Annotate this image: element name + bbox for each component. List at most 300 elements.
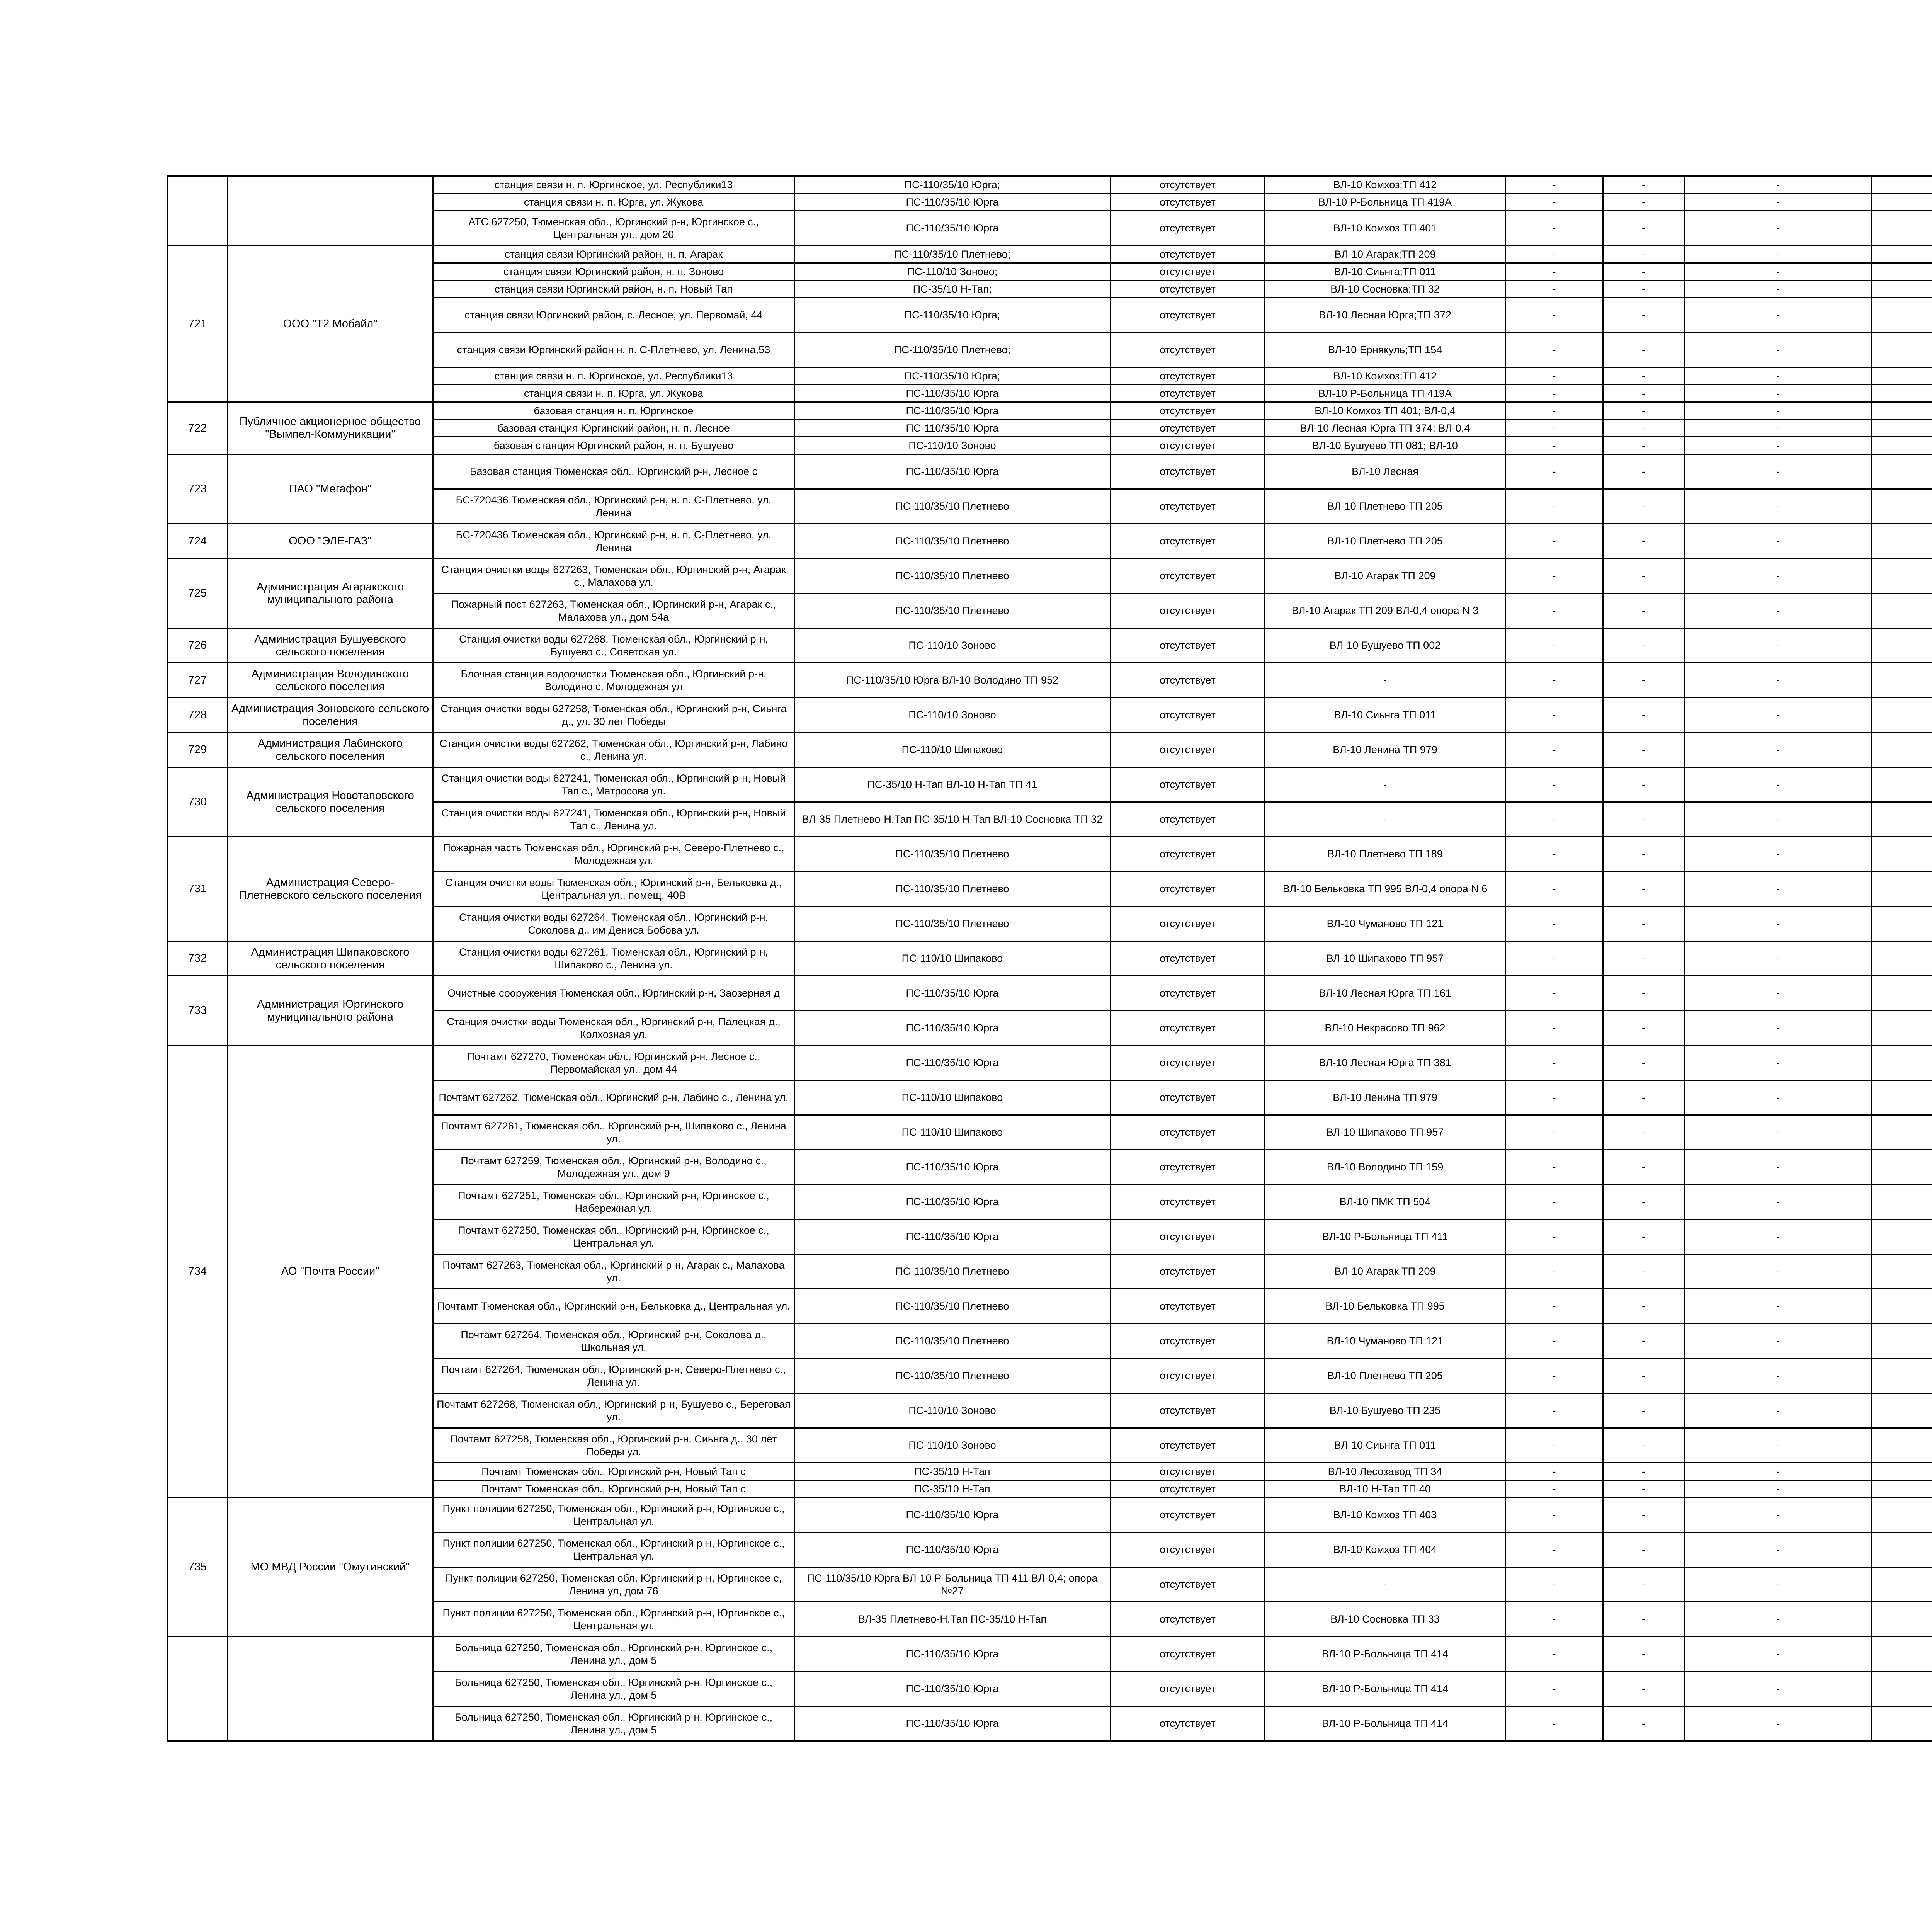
dash-cell: - (1684, 1706, 1872, 1741)
dash-cell: - (1603, 1498, 1684, 1533)
dash-cell: - (1505, 211, 1603, 246)
reserve-status-cell: отсутствует (1111, 907, 1265, 941)
dash-cell (1872, 1011, 1932, 1046)
dash-cell (1872, 872, 1932, 907)
dash-cell: - (1505, 767, 1603, 802)
table-row (168, 176, 1932, 194)
dash-cell: - (1505, 524, 1603, 559)
table-row (168, 698, 1932, 733)
dash-cell: - (1684, 1011, 1872, 1046)
facility-address-cell: Пункт полиции 627250, Тюменская обл., Юргинский р-н, Юргинское с., Центральная ул. (433, 1533, 794, 1567)
dash-cell: - (1684, 1480, 1872, 1498)
power-line-cell: ВЛ-10 Р-Больница ТП 419А (1265, 385, 1505, 402)
dash-cell: - (1684, 420, 1872, 437)
table-row (168, 524, 1932, 559)
dash-cell: - (1684, 733, 1872, 767)
facility-address-cell: Почтамт 627261, Тюменская обл., Юргинский р-н, Шипаково с., Ленина ул. (433, 1115, 794, 1150)
reserve-status-cell: отсутствует (1111, 298, 1265, 333)
dash-cell: - (1684, 367, 1872, 385)
power-line-cell: ВЛ-10 Шипаково ТП 957 (1265, 941, 1505, 976)
dash-cell: - (1684, 1150, 1872, 1185)
reserve-status-cell: отсутствует (1111, 211, 1265, 246)
dash-cell: - (1505, 1672, 1603, 1706)
row-number-cell (168, 1637, 228, 1741)
row-number-cell: 721 (168, 246, 228, 402)
substation-cell: ПС-35/10 Н-Тап ВЛ-10 Н-Тап ТП 41 (794, 767, 1111, 802)
table-row (168, 628, 1932, 663)
dash-cell: - (1684, 1602, 1872, 1637)
dash-cell: - (1684, 454, 1872, 489)
dash-cell: - (1505, 594, 1603, 628)
dash-cell: - (1603, 454, 1684, 489)
dash-cell (1872, 1150, 1932, 1185)
table-row (168, 1046, 1932, 1080)
organization-cell: Администрация Юргинского муниципального района (228, 976, 433, 1046)
substation-cell: ПС-110/10 Зоново (794, 1428, 1111, 1463)
power-line-cell: - (1265, 802, 1505, 837)
power-line-cell: ВЛ-10 Бельковка ТП 995 (1265, 1289, 1505, 1324)
dash-cell: - (1505, 1011, 1603, 1046)
dash-cell: - (1603, 1220, 1684, 1254)
reserve-status-cell: отсутствует (1111, 628, 1265, 663)
substation-cell: ПС-110/35/10 Юрга (794, 1672, 1111, 1706)
facility-address-cell: базовая станция н. п. Юргинское (433, 402, 794, 420)
dash-cell: - (1603, 1185, 1684, 1220)
facility-address-cell: Почтамт 627263, Тюменская обл., Юргинский р-н, Агарак с., Малахова ул. (433, 1254, 794, 1289)
dash-cell (1872, 454, 1932, 489)
dash-cell: - (1505, 976, 1603, 1011)
dash-cell: - (1603, 281, 1684, 298)
dash-cell: - (1603, 437, 1684, 454)
dash-cell (1872, 1115, 1932, 1150)
row-number-cell: 724 (168, 524, 228, 559)
dash-cell: - (1505, 454, 1603, 489)
reserve-status-cell: отсутствует (1111, 1254, 1265, 1289)
row-number-cell: 723 (168, 454, 228, 524)
power-line-cell: ВЛ-10 Бельковка ТП 995 ВЛ-0,4 опора N 6 (1265, 872, 1505, 907)
reserve-status-cell: отсутствует (1111, 767, 1265, 802)
dash-cell: - (1505, 1220, 1603, 1254)
organization-cell (228, 1637, 433, 1741)
dash-cell: - (1603, 1480, 1684, 1498)
dash-cell: - (1505, 1359, 1603, 1393)
power-line-cell: ВЛ-10 Комхоз ТП 404 (1265, 1533, 1505, 1567)
substation-cell: ПС-110/35/10 Юрга (794, 1637, 1111, 1672)
organization-cell: Администрация Северо-Плетневского сельского поселения (228, 837, 433, 941)
dash-cell (1872, 402, 1932, 420)
dash-cell: - (1684, 1115, 1872, 1150)
dash-cell (1872, 1498, 1932, 1533)
dash-cell: - (1684, 1254, 1872, 1289)
dash-cell: - (1684, 941, 1872, 976)
dash-cell: - (1505, 802, 1603, 837)
dash-cell: - (1505, 246, 1603, 263)
facility-address-cell: БС-720436 Тюменская обл., Юргинский р-н, н. п. С-Плетнево, ул. Ленина (433, 524, 794, 559)
dash-cell: - (1603, 1533, 1684, 1567)
dash-cell: - (1505, 420, 1603, 437)
dash-cell: - (1684, 872, 1872, 907)
dash-cell: - (1603, 663, 1684, 698)
reserve-status-cell: отсутствует (1111, 454, 1265, 489)
row-number-cell: 728 (168, 698, 228, 733)
dash-cell: - (1505, 1602, 1603, 1637)
power-line-cell: ВЛ-10 Чуманово ТП 121 (1265, 907, 1505, 941)
reserve-status-cell: отсутствует (1111, 1602, 1265, 1637)
substation-cell: ПС-110/35/10 Юрга (794, 454, 1111, 489)
dash-cell: - (1684, 1324, 1872, 1359)
substation-cell: ПС-110/35/10 Плетнево (794, 1324, 1111, 1359)
facility-address-cell: Почтамт 627262, Тюменская обл., Юргинский р-н, Лабино с., Ленина ул. (433, 1080, 794, 1115)
power-line-cell: ВЛ-10 Сиьнга ТП 011 (1265, 1428, 1505, 1463)
dash-cell: - (1505, 1637, 1603, 1672)
facility-address-cell: Станция очистки воды 627241, Тюменская обл., Юргинский р-н, Новый Тап с., Ленина ул. (433, 802, 794, 837)
organization-cell: АО "Почта России" (228, 1046, 433, 1498)
substation-cell: ПС-110/35/10 Юрга ВЛ-10 Володино ТП 952 (794, 663, 1111, 698)
reserve-status-cell: отсутствует (1111, 263, 1265, 281)
power-line-cell: ВЛ-10 Комхоз;ТП 412 (1265, 367, 1505, 385)
dash-cell (1872, 437, 1932, 454)
facility-address-cell: Пункт полиции 627250, Тюменская обл, Юргинский р-н, Юргинское с, Ленина ул, дом 76 (433, 1567, 794, 1602)
power-line-cell: ВЛ-10 Р-Больница ТП 414 (1265, 1637, 1505, 1672)
reserve-status-cell: отсутствует (1111, 872, 1265, 907)
reserve-status-cell: отсутствует (1111, 420, 1265, 437)
reserve-status-cell: отсутствует (1111, 594, 1265, 628)
row-number-cell: 726 (168, 628, 228, 663)
dash-cell: - (1684, 802, 1872, 837)
organization-cell: Администрация Агаракского муниципального района (228, 559, 433, 628)
substation-cell: ПС-110/35/10 Плетнево (794, 1289, 1111, 1324)
dash-cell: - (1603, 907, 1684, 941)
table-row (168, 733, 1932, 767)
dash-cell: - (1603, 1428, 1684, 1463)
dash-cell: - (1603, 402, 1684, 420)
substation-cell: ПС-110/10 Шипаково (794, 1115, 1111, 1150)
dash-cell: - (1684, 1046, 1872, 1080)
power-line-cell: ВЛ-10 Лесная Юрга ТП 374; ВЛ-0,4 (1265, 420, 1505, 437)
dash-cell: - (1603, 1150, 1684, 1185)
power-line-cell: ВЛ-10 Бушуево ТП 081; ВЛ-10 (1265, 437, 1505, 454)
reserve-status-cell: отсутствует (1111, 1046, 1265, 1080)
facility-address-cell: базовая станция Юргинский район, н. п. Лесное (433, 420, 794, 437)
dash-cell: - (1603, 385, 1684, 402)
power-line-cell: ВЛ-10 Лесная Юрга;ТП 372 (1265, 298, 1505, 333)
reserve-status-cell: отсутствует (1111, 733, 1265, 767)
facility-address-cell: Почтамт 627251, Тюменская обл., Юргинский р-н, Юргинское с., Набережная ул. (433, 1185, 794, 1220)
dash-cell: - (1684, 663, 1872, 698)
substation-cell: ВЛ-35 Плетнево-Н.Тап ПС-35/10 Н-Тап ВЛ-10 Сосновка ТП 32 (794, 802, 1111, 837)
dash-cell: - (1684, 1080, 1872, 1115)
dash-cell: - (1684, 1463, 1872, 1480)
dash-cell (1872, 385, 1932, 402)
power-line-cell: ВЛ-10 Агарак;ТП 209 (1265, 246, 1505, 263)
dash-cell: - (1684, 628, 1872, 663)
substation-cell: ПС-110/10 Шипаково (794, 1080, 1111, 1115)
substation-cell: ПС-110/35/10 Юрга (794, 1498, 1111, 1533)
reserve-status-cell: отсутствует (1111, 1324, 1265, 1359)
dash-cell (1872, 976, 1932, 1011)
facility-address-cell: Почтамт 627264, Тюменская обл., Юргинский р-н, Северо-Плетнево с., Ленина ул. (433, 1359, 794, 1393)
dash-cell: - (1505, 1567, 1603, 1602)
power-line-cell: ВЛ-10 Р-Больница ТП 414 (1265, 1706, 1505, 1741)
dash-cell: - (1684, 385, 1872, 402)
power-line-cell: ВЛ-10 Р-Больница ТП 411 (1265, 1220, 1505, 1254)
dash-cell (1872, 281, 1932, 298)
organization-cell (228, 176, 433, 246)
power-line-cell: ВЛ-10 Плетнево ТП 205 (1265, 1359, 1505, 1393)
table-row (168, 402, 1932, 420)
dash-cell: - (1505, 367, 1603, 385)
dash-cell: - (1603, 1080, 1684, 1115)
dash-cell (1872, 767, 1932, 802)
power-line-cell: - (1265, 663, 1505, 698)
dash-cell: - (1505, 1046, 1603, 1080)
facility-address-cell: Почтамт 627250, Тюменская обл., Юргинский р-н, Юргинское с., Центральная ул. (433, 1220, 794, 1254)
table-row (168, 767, 1932, 802)
dash-cell: - (1684, 333, 1872, 367)
dash-cell: - (1603, 420, 1684, 437)
row-number-cell: 727 (168, 663, 228, 698)
dash-cell: - (1603, 263, 1684, 281)
facility-address-cell: Станция очистки воды Тюменская обл., Юргинский р-н, Бельковка д., Центральная ул., помещ. 40В (433, 872, 794, 907)
dash-cell (1872, 1220, 1932, 1254)
facility-address-cell: Станция очистки воды 627263, Тюменская обл., Юргинский р-н, Агарак с., Малахова ул. (433, 559, 794, 594)
substation-cell: ПС-110/35/10 Юрга (794, 1046, 1111, 1080)
dash-cell (1872, 663, 1932, 698)
power-line-cell: ВЛ-10 ПМК ТП 504 (1265, 1185, 1505, 1220)
dash-cell: - (1505, 1080, 1603, 1115)
substation-cell: ПС-110/35/10 Плетнево; (794, 246, 1111, 263)
dash-cell: - (1603, 176, 1684, 194)
dash-cell (1872, 176, 1932, 194)
substation-cell: ПС-110/35/10 Плетнево (794, 524, 1111, 559)
substation-cell: ПС-110/35/10 Юрга (794, 385, 1111, 402)
power-line-cell: ВЛ-10 Сосновка;ТП 32 (1265, 281, 1505, 298)
facility-address-cell: Станция очистки воды Тюменская обл., Юргинский р-н, Палецкая д., Колхозная ул. (433, 1011, 794, 1046)
dash-cell: - (1603, 1324, 1684, 1359)
dash-cell: - (1684, 524, 1872, 559)
dash-cell (1872, 1602, 1932, 1637)
dash-cell (1872, 263, 1932, 281)
dash-cell: - (1603, 524, 1684, 559)
dash-cell: - (1505, 1393, 1603, 1428)
facility-address-cell: Станция очистки воды 627261, Тюменская обл., Юргинский р-н, Шипаково с., Ленина ул. (433, 941, 794, 976)
facility-address-cell: станция связи Юргинский район, н. п. Зоново (433, 263, 794, 281)
dash-cell: - (1505, 907, 1603, 941)
dash-cell: - (1684, 489, 1872, 524)
dash-cell: - (1684, 1359, 1872, 1393)
table-row (168, 941, 1932, 976)
dash-cell: - (1684, 907, 1872, 941)
substation-cell: ПС-110/35/10 Юрга; (794, 367, 1111, 385)
dash-cell: - (1684, 1393, 1872, 1428)
facility-address-cell: Базовая станция Тюменская обл., Юргинский р-н, Лесное с (433, 454, 794, 489)
substation-cell: ПС-110/35/10 Плетнево (794, 872, 1111, 907)
reserve-status-cell: отсутствует (1111, 1115, 1265, 1150)
dash-cell: - (1603, 194, 1684, 211)
power-line-cell: - (1265, 767, 1505, 802)
reserve-status-cell: отсутствует (1111, 489, 1265, 524)
facility-address-cell: Почтамт Тюменская обл., Юргинский р-н, Бельковка д., Центральная ул. (433, 1289, 794, 1324)
dash-cell: - (1603, 802, 1684, 837)
facility-address-cell: Почтамт 627270, Тюменская обл., Юргинский р-н, Лесное с., Первомайская ул., дом 44 (433, 1046, 794, 1080)
dash-cell: - (1603, 767, 1684, 802)
table-row (168, 559, 1932, 594)
dash-cell (1872, 1359, 1932, 1393)
power-line-cell: ВЛ-10 Бушуево ТП 002 (1265, 628, 1505, 663)
reserve-status-cell: отсутствует (1111, 1637, 1265, 1672)
reserve-status-cell: отсутствует (1111, 1567, 1265, 1602)
substation-cell: ПС-110/10 Зоново (794, 628, 1111, 663)
power-line-cell: ВЛ-10 Комхоз ТП 403 (1265, 1498, 1505, 1533)
power-line-cell: - (1265, 1567, 1505, 1602)
facility-address-cell: станция связи Юргинский район, н. п. Агарак (433, 246, 794, 263)
reserve-status-cell: отсутствует (1111, 976, 1265, 1011)
dash-cell: - (1505, 1480, 1603, 1498)
table-row (168, 246, 1932, 263)
dash-cell: - (1505, 559, 1603, 594)
substation-cell: ПС-110/35/10 Юрга (794, 1011, 1111, 1046)
substation-cell: ПС-110/10 Зоново (794, 698, 1111, 733)
dash-cell (1872, 1254, 1932, 1289)
dash-cell: - (1505, 1185, 1603, 1220)
reserve-status-cell: отсутствует (1111, 402, 1265, 420)
table-row (168, 1637, 1932, 1672)
dash-cell: - (1684, 194, 1872, 211)
dash-cell (1872, 1533, 1932, 1567)
dash-cell (1872, 628, 1932, 663)
facility-address-cell: Почтамт 627258, Тюменская обл., Юргинский р-н, Сиьнга д., 30 лет Победы ул. (433, 1428, 794, 1463)
dash-cell: - (1505, 1498, 1603, 1533)
dash-cell (1872, 194, 1932, 211)
power-line-cell: ВЛ-10 Плетнево ТП 205 (1265, 489, 1505, 524)
organization-cell: Публичное акционерное общество "Вымпел-Коммуникации" (228, 402, 433, 454)
dash-cell: - (1505, 1289, 1603, 1324)
reserve-status-cell: отсутствует (1111, 802, 1265, 837)
substation-cell: ПС-110/10 Шипаково (794, 941, 1111, 976)
dash-cell (1872, 420, 1932, 437)
dash-cell (1872, 802, 1932, 837)
substation-cell: ПС-110/35/10 Плетнево (794, 907, 1111, 941)
reserve-status-cell: отсутствует (1111, 367, 1265, 385)
dash-cell: - (1684, 298, 1872, 333)
organization-cell: Администрация Шипаковского сельского поселения (228, 941, 433, 976)
table-body (168, 176, 1932, 1741)
reserve-status-cell: отсутствует (1111, 1463, 1265, 1480)
dash-cell (1872, 1637, 1932, 1672)
facility-address-cell: Почтамт Тюменская обл., Юргинский р-н, Новый Тап с (433, 1463, 794, 1480)
reserve-status-cell: отсутствует (1111, 333, 1265, 367)
dash-cell (1872, 837, 1932, 872)
facility-address-cell: Станция очистки воды 627262, Тюменская обл., Юргинский р-н, Лабино с., Ленина ул. (433, 733, 794, 767)
row-number-cell: 722 (168, 402, 228, 454)
power-line-cell: ВЛ-10 Комхоз ТП 401 (1265, 211, 1505, 246)
facility-address-cell: Почтамт Тюменская обл., Юргинский р-н, Новый Тап с (433, 1480, 794, 1498)
dash-cell: - (1505, 402, 1603, 420)
row-number-cell (168, 176, 228, 246)
table-row (168, 663, 1932, 698)
reserve-status-cell: отсутствует (1111, 1393, 1265, 1428)
power-line-cell: ВЛ-10 Чуманово ТП 121 (1265, 1324, 1505, 1359)
power-line-cell: ВЛ-10 Агарак ТП 209 (1265, 1254, 1505, 1289)
dash-cell: - (1505, 333, 1603, 367)
substation-cell: ПС-110/35/10 Юрга (794, 1185, 1111, 1220)
dash-cell (1872, 298, 1932, 333)
reserve-status-cell: отсутствует (1111, 837, 1265, 872)
reserve-status-cell: отсутствует (1111, 281, 1265, 298)
dash-cell (1872, 907, 1932, 941)
reserve-status-cell: отсутствует (1111, 246, 1265, 263)
substation-cell: ПС-110/10 Шипаково (794, 733, 1111, 767)
dash-cell: - (1684, 837, 1872, 872)
dash-cell: - (1505, 1463, 1603, 1480)
substation-cell: ПС-110/35/10 Юрга (794, 1533, 1111, 1567)
reserve-status-cell: отсутствует (1111, 941, 1265, 976)
dash-cell: - (1603, 367, 1684, 385)
substation-cell: ПС-110/10 Зоново (794, 1393, 1111, 1428)
power-line-cell: ВЛ-10 Ленина ТП 979 (1265, 1080, 1505, 1115)
facility-address-cell: Пункт полиции 627250, Тюменская обл., Юргинский р-н, Юргинское с., Центральная ул. (433, 1602, 794, 1637)
dash-cell: - (1684, 402, 1872, 420)
reserve-status-cell: отсутствует (1111, 1428, 1265, 1463)
power-line-cell: ВЛ-10 Некрасово ТП 962 (1265, 1011, 1505, 1046)
organization-cell: Администрация Новотаповского сельского поселения (228, 767, 433, 837)
facility-address-cell: Станция очистки воды 627258, Тюменская обл., Юргинский р-н, Сиьнга д., ул. 30 лет Победы (433, 698, 794, 733)
power-line-cell: ВЛ-10 Плетнево ТП 189 (1265, 837, 1505, 872)
substation-cell: ПС-110/35/10 Юрга; (794, 176, 1111, 194)
dash-cell: - (1603, 1254, 1684, 1289)
dash-cell: - (1684, 1672, 1872, 1706)
substation-cell: ПС-110/35/10 Юрга (794, 420, 1111, 437)
reserve-status-cell: отсутствует (1111, 559, 1265, 594)
power-line-cell: ВЛ-10 Лесная (1265, 454, 1505, 489)
facility-address-cell: Почтамт 627268, Тюменская обл., Юргинский р-н, Бушуево с., Береговая ул. (433, 1393, 794, 1428)
dash-cell: - (1603, 698, 1684, 733)
substation-cell: ПС-110/35/10 Юрга (794, 1706, 1111, 1741)
power-line-cell: ВЛ-10 Ернякуль;ТП 154 (1265, 333, 1505, 367)
dash-cell: - (1684, 1567, 1872, 1602)
dash-cell: - (1603, 1602, 1684, 1637)
reserve-status-cell: отсутствует (1111, 524, 1265, 559)
row-number-cell: 732 (168, 941, 228, 976)
substation-cell: ПС-110/35/10 Юрга (794, 976, 1111, 1011)
dash-cell: - (1603, 1463, 1684, 1480)
dash-cell (1872, 1185, 1932, 1220)
facility-address-cell: Почтамт 627259, Тюменская обл., Юргинский р-н, Володино с., Молодежная ул., дом 9 (433, 1150, 794, 1185)
reserve-status-cell: отсутствует (1111, 176, 1265, 194)
power-line-cell: ВЛ-10 Комхоз ТП 401; ВЛ-0,4 (1265, 402, 1505, 420)
facility-address-cell: Станция очистки воды 627268, Тюменская обл., Юргинский р-н, Бушуево с., Советская ул. (433, 628, 794, 663)
power-line-cell: ВЛ-10 Лесная Юрга ТП 161 (1265, 976, 1505, 1011)
dash-cell: - (1603, 976, 1684, 1011)
row-number-cell: 734 (168, 1046, 228, 1498)
organization-cell: ООО "ЭЛЕ-ГАЗ" (228, 524, 433, 559)
table-row (168, 1498, 1932, 1533)
power-line-cell: ВЛ-10 Р-Больница ТП 414 (1265, 1672, 1505, 1706)
capacity-table (167, 175, 1932, 1742)
dash-cell (1872, 489, 1932, 524)
dash-cell: - (1684, 263, 1872, 281)
dash-cell: - (1505, 1254, 1603, 1289)
reserve-status-cell: отсутствует (1111, 1480, 1265, 1498)
dash-cell (1872, 733, 1932, 767)
dash-cell: - (1684, 1637, 1872, 1672)
reserve-status-cell: отсутствует (1111, 1289, 1265, 1324)
reserve-status-cell: отсутствует (1111, 1706, 1265, 1741)
row-number-cell: 730 (168, 767, 228, 837)
dash-cell (1872, 1463, 1932, 1480)
organization-cell: Администрация Лабинского сельского поселения (228, 733, 433, 767)
dash-cell (1872, 698, 1932, 733)
